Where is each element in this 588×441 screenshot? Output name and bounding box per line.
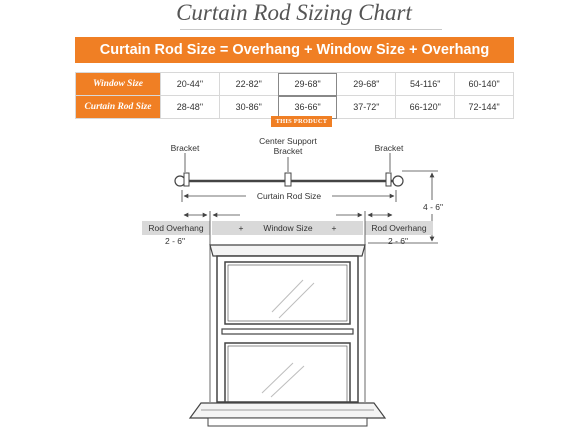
table-cell: 37-72": [337, 96, 396, 119]
table-cell: 66-120": [396, 96, 455, 119]
table-cell: 54-116": [396, 73, 455, 96]
table-cell-highlight: 29-68": [278, 73, 337, 96]
table-cell: 22-82": [219, 73, 278, 96]
height-label: 4 - 6": [418, 202, 448, 212]
page-title: Curtain Rod Sizing Chart: [176, 0, 412, 25]
row-header-curtain-rod-size: Curtain Rod Size: [76, 96, 161, 119]
plus-right-label: +: [331, 223, 337, 233]
curtain-rod: [175, 173, 403, 186]
table-cell: 29-68": [337, 73, 396, 96]
window-size-label: Window Size: [263, 223, 313, 233]
overhang-left-value: 2 - 6": [164, 236, 186, 246]
curtain-rod-size-label: Curtain Rod Size: [256, 191, 322, 201]
formula-banner: Curtain Rod Size = Overhang + Window Size + Overhang: [75, 37, 514, 63]
table-cell: 28-48": [161, 96, 220, 119]
rod-overhang-right-label: Rod Overhang: [371, 223, 427, 233]
table-cell: 60-140": [455, 73, 514, 96]
this-product-badge: THIS PRODUCT: [271, 116, 332, 127]
center-support-label-line2: Bracket: [273, 146, 303, 156]
center-bracket-icon: [285, 173, 291, 186]
table-cell-highlight: 36-66": [278, 96, 337, 119]
bracket-right-label: Bracket: [374, 143, 404, 153]
bracket-left-icon: [184, 173, 189, 186]
plus-left-label: +: [238, 223, 244, 233]
finial-right-icon: [393, 176, 403, 186]
window-frame: [190, 211, 385, 426]
overhang-right-value: 2 - 6": [387, 236, 409, 246]
table-cell: 72-144": [455, 96, 514, 119]
rod-overhang-left-label: Rod Overhang: [148, 223, 204, 233]
bracket-right-icon: [386, 173, 391, 186]
row-header-window-size: Window Size: [76, 73, 161, 96]
table-cell: 20-44": [161, 73, 220, 96]
bracket-left-label: Bracket: [170, 143, 200, 153]
center-support-label-line1: Center Support: [259, 136, 317, 146]
table-cell: 30-86": [219, 96, 278, 119]
